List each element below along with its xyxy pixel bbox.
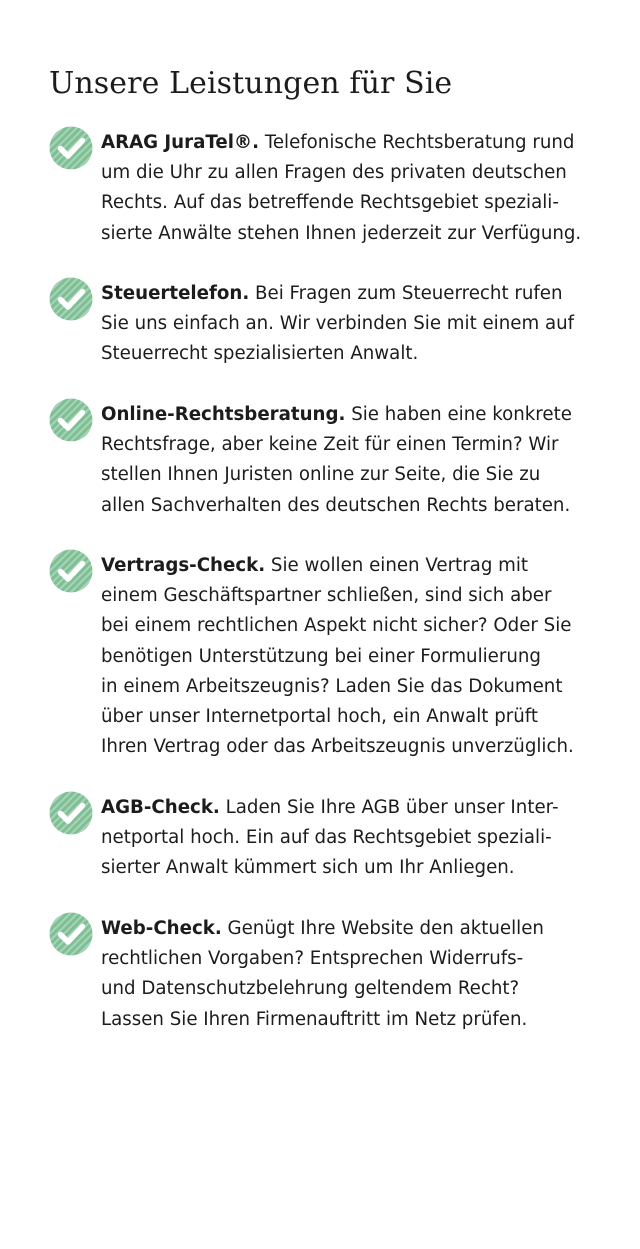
service-line bbox=[101, 793, 589, 823]
service-line: Ihren Vertrag oder das Arbeitszeugnis unverzüglich. bbox=[101, 736, 574, 758]
page-title: Unsere Leistungen für Sie bbox=[49, 66, 453, 101]
service-line bbox=[101, 400, 589, 430]
service-description bbox=[101, 793, 589, 884]
service-line: über unser Internetportal hoch, ein Anwalt prüft bbox=[101, 706, 538, 728]
check-circle-icon bbox=[49, 912, 93, 956]
service-name: Steuertelefon. bbox=[101, 283, 250, 304]
service-line bbox=[101, 279, 589, 309]
service-line: sierter Anwalt kümmert sich um Ihr Anliegen. bbox=[101, 857, 515, 879]
service-line: Rechts. Auf das betreffende Rechtsgebiet speziali- bbox=[101, 192, 559, 214]
service-name: ARAG JuraTel®. bbox=[101, 132, 260, 153]
service-description bbox=[101, 551, 589, 762]
service-line: um die Uhr zu allen Fragen des privaten deutschen bbox=[101, 162, 567, 184]
service-text: Sie haben eine konkrete bbox=[345, 404, 572, 425]
service-line: Lassen Sie Ihren Firmenauftritt im Netz prüfen. bbox=[101, 1008, 528, 1030]
check-circle-icon bbox=[49, 398, 93, 442]
service-line bbox=[101, 128, 589, 158]
service-description bbox=[101, 279, 589, 370]
service-line: sierte Anwälte stehen Ihnen jederzeit zur Verfügung. bbox=[101, 222, 582, 244]
service-line: Sie uns einfach an. Wir verbinden Sie mit einem auf bbox=[101, 313, 575, 335]
service-description bbox=[101, 914, 589, 1035]
service-line: allen Sachverhalten des deutschen Rechts beraten. bbox=[101, 494, 571, 516]
service-description bbox=[101, 128, 589, 249]
service-line: einem Geschäftspartner schließen, sind sich aber bbox=[101, 585, 552, 607]
service-line bbox=[101, 551, 589, 581]
service-name: Vertrags-Check. bbox=[101, 555, 266, 576]
service-line: benötigen Unterstützung bei einer Formulierung bbox=[101, 645, 541, 667]
service-text: Laden Sie Ihre AGB über unser Inter- bbox=[219, 797, 559, 818]
service-name: Online-Rechtsberatung. bbox=[101, 404, 346, 425]
check-circle-icon bbox=[49, 791, 93, 835]
check-circle-icon bbox=[49, 126, 93, 170]
service-text: Bei Fragen zum Steuerrecht rufen bbox=[249, 283, 563, 304]
service-name: AGB-Check. bbox=[101, 797, 220, 818]
service-line: rechtlichen Vorgaben? Entsprechen Widerrufs- bbox=[101, 948, 524, 970]
service-line bbox=[101, 914, 589, 944]
service-text: Genügt Ihre Website den aktuellen bbox=[221, 918, 544, 939]
service-line: netportal hoch. Ein auf das Rechtsgebiet speziali- bbox=[101, 827, 552, 849]
service-line: Rechtsfrage, aber keine Zeit für einen Termin? Wir bbox=[101, 434, 559, 456]
service-line: in einem Arbeitszeugnis? Laden Sie das Dokument bbox=[101, 675, 563, 697]
service-description bbox=[101, 400, 589, 521]
service-line: bei einem rechtlichen Aspekt nicht sicher? Oder Sie bbox=[101, 615, 572, 637]
check-circle-icon bbox=[49, 277, 93, 321]
service-line: stellen Ihnen Juristen online zur Seite, die Sie zu bbox=[101, 464, 541, 486]
service-line: Steuerrecht spezialisierten Anwalt. bbox=[101, 343, 419, 365]
check-circle-icon bbox=[49, 549, 93, 593]
service-name: Web-Check. bbox=[101, 918, 222, 939]
service-line: und Datenschutzbelehrung geltendem Recht? bbox=[101, 978, 520, 1000]
service-text: Sie wollen einen Vertrag mit bbox=[265, 555, 529, 576]
service-text: Telefonische Rechtsberatung rund bbox=[259, 132, 575, 153]
